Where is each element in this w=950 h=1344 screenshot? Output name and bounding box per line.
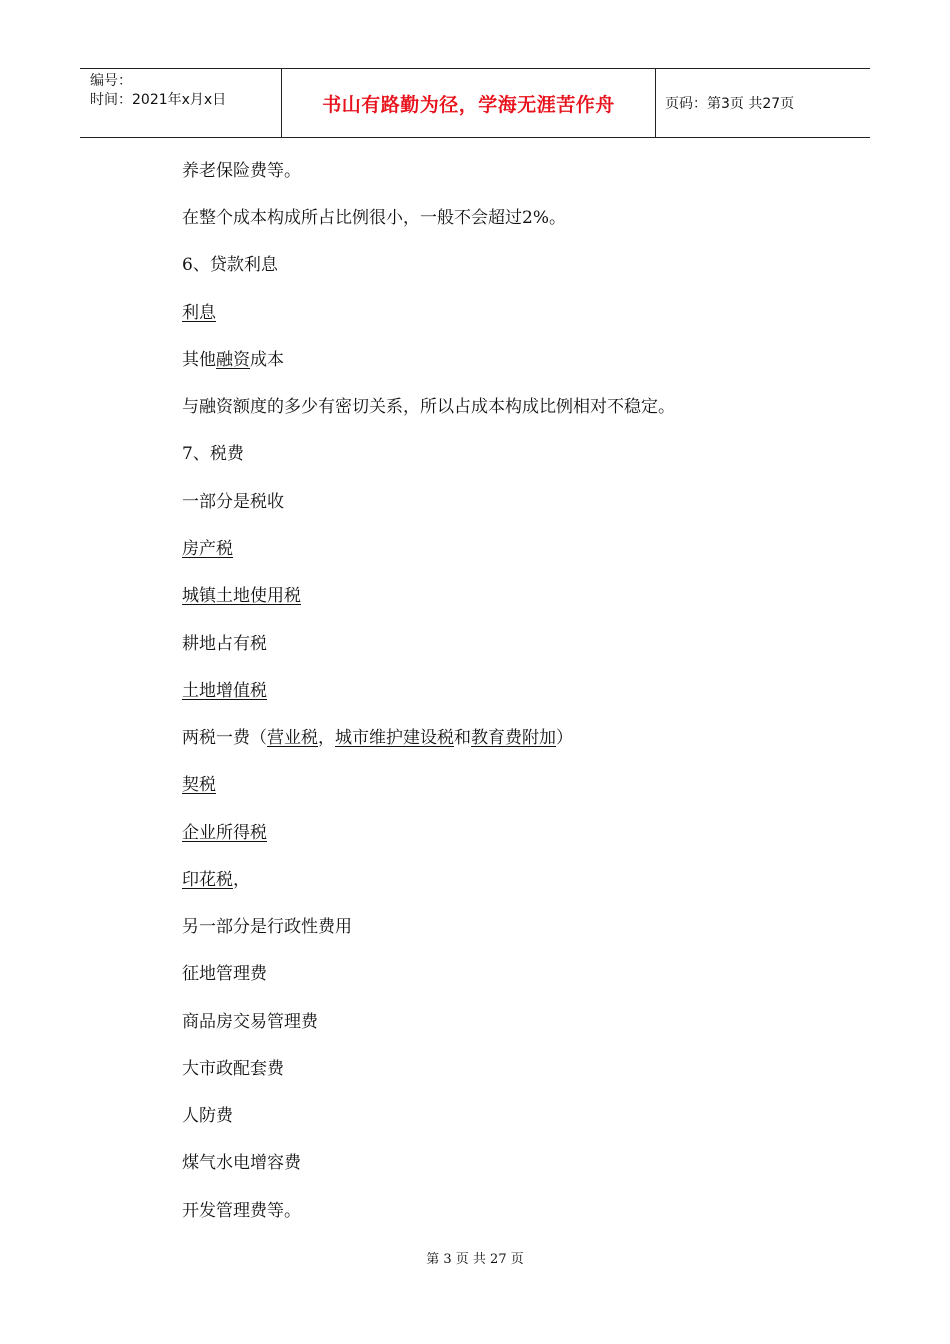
paragraph	[182, 207, 566, 229]
link-term[interactable]: 契税	[182, 775, 216, 795]
text: 征地管理费	[182, 964, 267, 984]
page-footer: 第 3 页 共 27 页	[426, 1252, 524, 1267]
text: ，	[318, 728, 335, 748]
link-term[interactable]: 城镇土地使用税	[182, 586, 301, 606]
text: 人防费	[182, 1106, 233, 1126]
link-term[interactable]: 房产税	[182, 539, 233, 559]
paragraph	[182, 585, 301, 607]
section-heading	[182, 254, 278, 276]
text: 开发管理费等。	[182, 1201, 301, 1221]
text: 养老保险费等。	[182, 161, 301, 181]
text: ）	[556, 728, 573, 748]
text: 商品房交易管理费	[182, 1012, 318, 1032]
link-term[interactable]: 利息	[182, 303, 216, 323]
section-heading	[182, 443, 244, 465]
paragraph	[182, 1058, 284, 1080]
text: 耕地占有税	[182, 634, 267, 654]
text: 7、税费	[182, 444, 244, 464]
link-term[interactable]: 印花税	[182, 870, 233, 890]
paragraph	[182, 396, 675, 418]
link-term[interactable]: 融资	[216, 350, 250, 370]
paragraph	[182, 680, 267, 702]
header-divider	[655, 69, 656, 137]
link-term[interactable]: 教育费附加	[471, 728, 556, 748]
paragraph	[182, 1200, 301, 1222]
link-term[interactable]: 企业所得税	[182, 823, 267, 843]
paragraph	[182, 302, 216, 324]
link-term[interactable]: 营业税	[267, 728, 318, 748]
paragraph	[182, 774, 216, 796]
text: 与融资额度的多少有密切关系，所以占成本构成比例相对不稳定。	[182, 397, 675, 417]
paragraph	[182, 1105, 233, 1127]
text: 大市政配套费	[182, 1059, 284, 1079]
text: 成本	[250, 350, 284, 370]
doc-number-label: 编号：	[90, 73, 132, 89]
text: 两税一费（	[182, 728, 267, 748]
header-motto: 书山有路勤为径，学海无涯苦作舟	[322, 93, 615, 116]
paragraph	[182, 727, 573, 749]
text: 在整个成本构成所占比例很小，一般不会超过2%。	[182, 208, 566, 228]
header-page-info: 页码：第3页 共27页	[665, 96, 795, 112]
paragraph	[182, 349, 284, 371]
text: 一部分是税收	[182, 492, 284, 512]
text: 和	[454, 728, 471, 748]
header-meta	[90, 72, 226, 110]
paragraph	[182, 822, 267, 844]
page-header	[80, 68, 870, 138]
paragraph	[182, 869, 250, 891]
text: 煤气水电增容费	[182, 1153, 301, 1173]
paragraph	[182, 538, 233, 560]
link-term[interactable]: 土地增值税	[182, 681, 267, 701]
paragraph	[182, 491, 284, 513]
paragraph	[182, 160, 301, 182]
paragraph	[182, 916, 352, 938]
text: 其他	[182, 350, 216, 370]
link-term[interactable]: 城市维护建设税	[335, 728, 454, 748]
text: 6、贷款利息	[182, 255, 278, 275]
text: ，	[233, 870, 250, 890]
paragraph	[182, 633, 267, 655]
paragraph	[182, 963, 267, 985]
paragraph	[182, 1011, 318, 1033]
paragraph	[182, 1152, 301, 1174]
doc-time-label: 时间：2021年x月x日	[90, 92, 227, 108]
text: 另一部分是行政性费用	[182, 917, 352, 937]
